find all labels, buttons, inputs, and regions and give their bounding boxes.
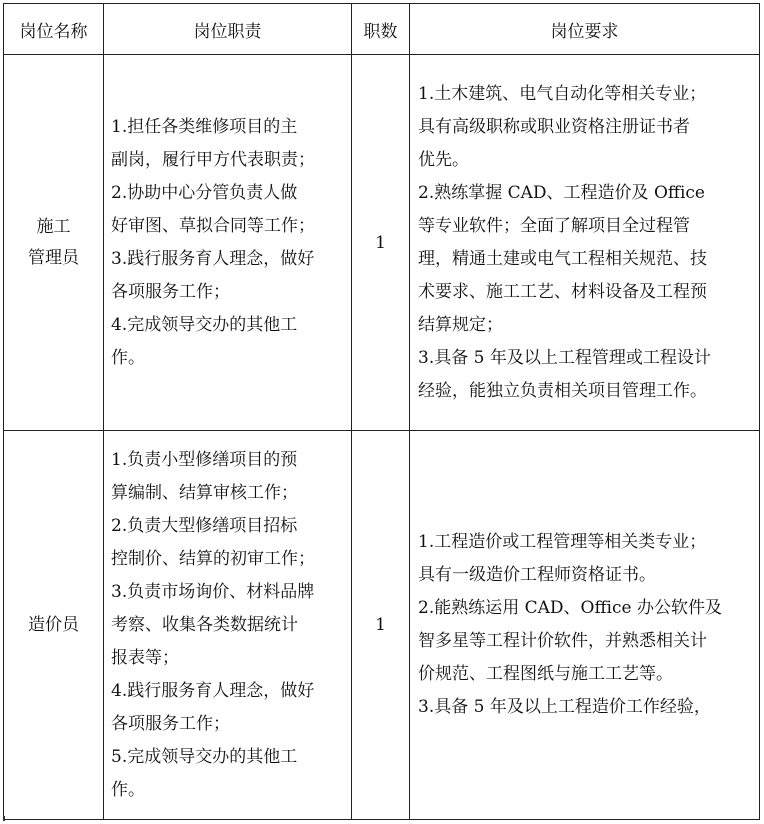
- requirement-line: 理，精通土建或电气工程相关规范、技: [418, 248, 707, 269]
- position-name-cell: [4, 431, 104, 820]
- requirement-line: 3.具备 5 年及以上工程管理或工程设计: [418, 347, 711, 368]
- requirement-line: 3.具备 5 年及以上工程造价工作经验，: [418, 697, 711, 717]
- requirement-line: 经验，能独立负责相关项目管理工作。: [418, 380, 707, 401]
- duty-line: 2.负责大型修缮项目招标: [111, 515, 298, 536]
- duty-line: 3.践行服务育人理念，做好: [111, 248, 315, 269]
- duty-line: 5.完成领导交办的其他工: [111, 746, 298, 767]
- table-header-row: [4, 4, 760, 55]
- duty-line: 算编制、结算审核工作；: [111, 482, 298, 503]
- requirement-line: 智多星等工程计价软件，并熟悉相关计: [418, 631, 707, 651]
- duty-line: 1.负责小型修缮项目的预: [111, 449, 298, 470]
- position-name-line: 造价员: [28, 614, 79, 635]
- duty-line: 好审图、草拟合同等工作；: [111, 215, 315, 236]
- requirement-line: 1.工程造价或工程管理等相关类专业；: [418, 532, 707, 552]
- position-name-line: 施工: [36, 216, 71, 237]
- requirement-line: 等专业软件；全面了解项目全过程管: [418, 215, 690, 236]
- requirements-cell: [410, 55, 760, 431]
- duty-line: 副岗，履行甲方代表职责；: [111, 149, 315, 170]
- duty-line: 各项服务工作；: [111, 713, 230, 734]
- duties-cell: [104, 55, 352, 431]
- duty-line: 1.担任各类维修项目的主: [111, 116, 298, 137]
- requirement-line: 优先。: [418, 149, 469, 170]
- duty-line: 4.完成领导交办的其他工: [111, 314, 298, 335]
- duty-line: 4.践行服务育人理念，做好: [111, 680, 315, 701]
- duty-line: 作。: [111, 347, 145, 368]
- duty-line: 2.协助中心分管负责人做: [111, 182, 298, 203]
- table-row-cost-estimator: [4, 431, 760, 820]
- count-cell: 1: [352, 55, 410, 431]
- requirement-line: 具有一级造价工程师资格证书。: [418, 565, 656, 585]
- duty-line: 考察、收集各类数据统计: [111, 614, 298, 635]
- duty-line: 作。: [111, 779, 145, 800]
- header-requirements: 岗位要求: [410, 4, 760, 55]
- header-count: 职数: [352, 4, 410, 55]
- duties-cell: [104, 431, 352, 820]
- duty-line: 控制价、结算的初审工作；: [111, 548, 315, 569]
- requirements-cell: [410, 431, 760, 820]
- requirement-line: 1.土木建筑、电气自动化等相关专业；: [418, 83, 707, 104]
- text-cursor-mark: [3, 816, 5, 821]
- requirement-line: 2.能熟练运用 CAD、Office 办公软件及: [418, 598, 722, 618]
- job-positions-table: [3, 3, 760, 820]
- position-name-cell: [4, 55, 104, 431]
- duty-line: 3.负责市场询价、材料品牌: [111, 581, 315, 602]
- duty-line: 报表等；: [111, 647, 179, 668]
- position-name-line: 管理员: [28, 247, 79, 268]
- requirement-line: 2.熟练掌握 CAD、工程造价及 Office: [418, 182, 705, 203]
- duty-line: 各项服务工作；: [111, 281, 230, 302]
- requirement-line: 价规范、工程图纸与施工工艺等。: [418, 664, 673, 684]
- count-cell: 1: [352, 431, 410, 820]
- requirement-line: 具有高级职称或职业资格注册证书者: [418, 116, 690, 137]
- table-row-construction-manager: [4, 55, 760, 431]
- requirement-line: 术要求、施工工艺、材料设备及工程预: [418, 281, 707, 302]
- header-position-name: 岗位名称: [4, 4, 104, 55]
- header-duties: 岗位职责: [104, 4, 352, 55]
- requirement-line: 结算规定；: [418, 314, 503, 335]
